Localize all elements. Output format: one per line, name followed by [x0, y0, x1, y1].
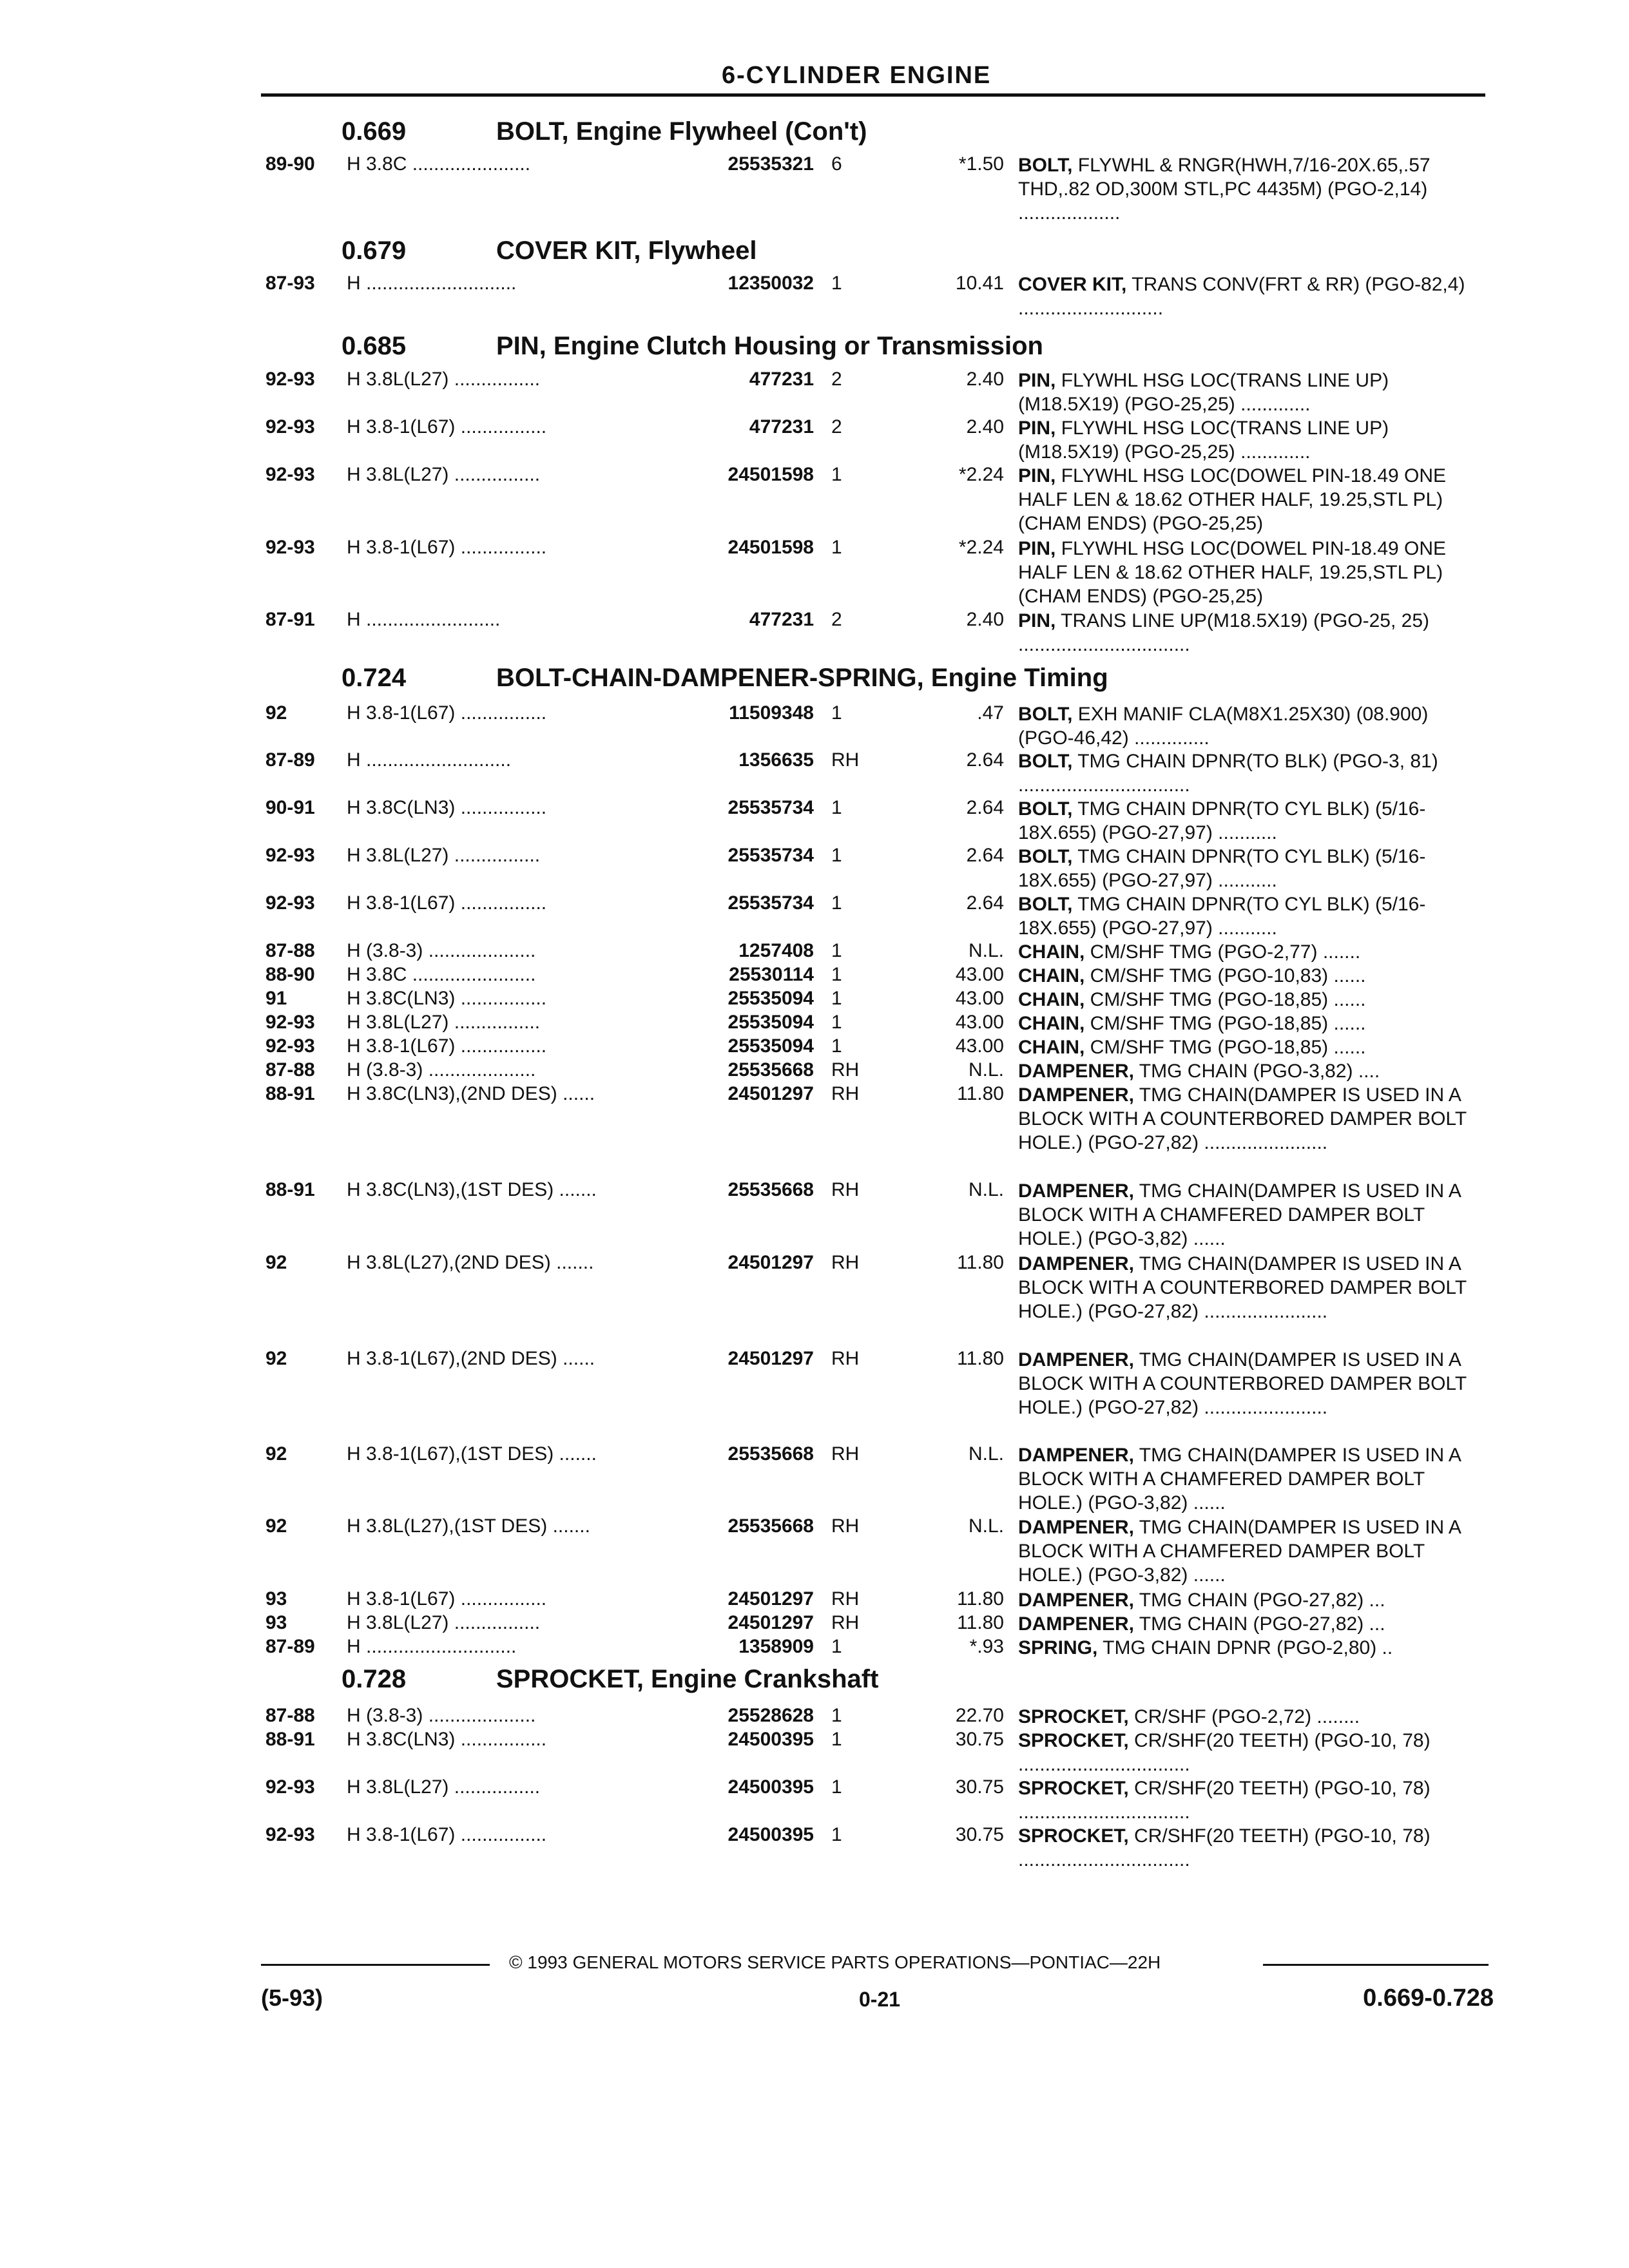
- description-text: CR/SHF(20 TEETH) (PGO-10, 78) ................................: [1018, 1825, 1431, 1870]
- model-years: 87-93: [265, 273, 315, 294]
- price: *2.24: [958, 537, 1004, 558]
- section-code: 0.685: [342, 332, 407, 360]
- description: [1018, 1083, 1482, 1155]
- model-years: 92: [265, 1515, 287, 1537]
- part-number: 25535734: [728, 892, 814, 914]
- description-keyword: SPROCKET,: [1018, 1730, 1129, 1751]
- quantity: RH: [831, 749, 860, 771]
- description-keyword: DAMPENER,: [1018, 1517, 1135, 1538]
- application: H ...........................: [347, 749, 512, 771]
- footer-rule-right: [1263, 1964, 1489, 1966]
- price: 30.75: [955, 1729, 1004, 1750]
- description: [1018, 1612, 1482, 1636]
- price: N.L.: [968, 1515, 1004, 1537]
- price: 30.75: [955, 1824, 1004, 1845]
- description-text: TMG CHAIN(DAMPER IS USED IN A BLOCK WITH A COUNTERBORED DAMPER BOLT HOLE.) (PGO-27,82) .......................: [1018, 1084, 1467, 1153]
- description-text: FLYWHL HSG LOC(TRANS LINE UP) (M18.5X19) (PGO-25,25) .............: [1018, 418, 1389, 463]
- quantity: 1: [831, 1636, 842, 1657]
- part-number: 1356635: [738, 749, 814, 771]
- part-number: 25535668: [728, 1059, 814, 1081]
- part-number: 24501297: [728, 1588, 814, 1610]
- price: 43.00: [955, 964, 1004, 985]
- page-title: 6-CYLINDER ENGINE: [722, 62, 992, 89]
- description-text: CR/SHF (PGO-2,72) ........: [1128, 1706, 1360, 1727]
- description: [1018, 1035, 1482, 1059]
- description: [1018, 1729, 1482, 1776]
- quantity: 1: [831, 1012, 842, 1033]
- application: H 3.8C(LN3) ................: [347, 988, 547, 1009]
- part-number: 12350032: [728, 273, 814, 294]
- model-years: 92-93: [265, 1035, 315, 1057]
- price: 30.75: [955, 1776, 1004, 1798]
- section-code: 0.724: [342, 664, 407, 692]
- description-keyword: PIN,: [1018, 465, 1056, 486]
- footer-range: 0.669-0.728: [1363, 1984, 1494, 2012]
- description: [1018, 153, 1482, 225]
- quantity: 1: [831, 964, 842, 985]
- quantity: 2: [831, 416, 842, 437]
- description-text: FLYWHL & RNGR(HWH,7/16-20X.65,.57 THD,.82 OD,300M STL,PC 4435M) (PGO-2,14) ...................: [1018, 155, 1431, 224]
- part-number: 25535094: [728, 1035, 814, 1057]
- section-code: 0.679: [342, 236, 407, 265]
- description-text: CM/SHF TMG (PGO-10,83) ......: [1084, 965, 1366, 986]
- description-text: CM/SHF TMG (PGO-18,85) ......: [1084, 1013, 1366, 1034]
- price: 11.80: [957, 1083, 1004, 1104]
- price: 43.00: [955, 1012, 1004, 1033]
- application: H 3.8C ......................: [347, 153, 531, 175]
- description-text: TMG CHAIN(DAMPER IS USED IN A BLOCK WITH A CHAMFERED DAMPER BOLT HOLE.) (PGO-3,82) ......: [1018, 1517, 1461, 1586]
- part-number: 25535094: [728, 988, 814, 1009]
- model-years: 92-93: [265, 1776, 315, 1798]
- description-keyword: DAMPENER,: [1018, 1590, 1135, 1611]
- model-years: 92: [265, 1252, 287, 1273]
- application: H 3.8-1(L67) ................: [347, 1588, 547, 1610]
- description-keyword: CHAIN,: [1018, 989, 1085, 1010]
- description-keyword: BOLT,: [1018, 155, 1073, 176]
- part-number: 25535321: [728, 153, 814, 175]
- description-text: TMG CHAIN(DAMPER IS USED IN A BLOCK WITH A CHAMFERED DAMPER BOLT HOLE.) (PGO-3,82) ......: [1018, 1180, 1461, 1249]
- description-text: TMG CHAIN DPNR(TO CYL BLK) (5/16-18X.655) (PGO-27,97) ...........: [1018, 894, 1426, 939]
- description-text: TMG CHAIN DPNR(TO BLK) (PGO-3, 81) ................................: [1018, 751, 1438, 796]
- description: [1018, 749, 1482, 797]
- application: H 3.8L(L27) ................: [347, 369, 541, 390]
- model-years: 90-91: [265, 797, 315, 818]
- description: [1018, 416, 1482, 464]
- description-keyword: CHAIN,: [1018, 941, 1085, 963]
- part-number: 24501297: [728, 1612, 814, 1633]
- quantity: 1: [831, 464, 842, 485]
- price: N.L.: [968, 1059, 1004, 1081]
- quantity: RH: [831, 1515, 860, 1537]
- description-keyword: DAMPENER,: [1018, 1253, 1135, 1274]
- description-text: FLYWHL HSG LOC(DOWEL PIN-18.49 ONE HALF LEN & 18.62 OTHER HALF, 19.25,STL PL)(CHAM ENDS) (PGO-25,25): [1018, 465, 1447, 534]
- application: H 3.8-1(L67) ................: [347, 702, 547, 724]
- model-years: 93: [265, 1588, 287, 1610]
- quantity: 1: [831, 988, 842, 1009]
- application: H 3.8L(L27) ................: [347, 1612, 541, 1633]
- description-keyword: DAMPENER,: [1018, 1061, 1135, 1082]
- price: *1.50: [958, 153, 1004, 175]
- price: 10.41: [955, 273, 1004, 294]
- quantity: 1: [831, 1705, 842, 1726]
- model-years: 92: [265, 1443, 287, 1465]
- description-keyword: DAMPENER,: [1018, 1180, 1135, 1202]
- application: H 3.8C(LN3),(1ST DES) .......: [347, 1179, 597, 1200]
- description: [1018, 988, 1482, 1012]
- part-number: 477231: [749, 369, 814, 390]
- price: 2.64: [966, 892, 1004, 914]
- description: [1018, 273, 1482, 320]
- price: 11.80: [957, 1612, 1004, 1633]
- description-text: TMG CHAIN (PGO-3,82) ....: [1134, 1061, 1380, 1082]
- part-number: 24501598: [728, 537, 814, 558]
- description-keyword: DAMPENER,: [1018, 1613, 1135, 1635]
- part-number: 25535668: [728, 1515, 814, 1537]
- model-years: 87-89: [265, 749, 315, 771]
- application: H ............................: [347, 1636, 517, 1657]
- application: H 3.8-1(L67),(1ST DES) .......: [347, 1443, 597, 1465]
- description-keyword: CHAIN,: [1018, 965, 1085, 986]
- description: [1018, 1588, 1482, 1612]
- model-years: 92-93: [265, 416, 315, 437]
- model-years: 88-91: [265, 1729, 315, 1750]
- model-years: 91: [265, 988, 287, 1009]
- price: *.93: [969, 1636, 1004, 1657]
- model-years: 92-93: [265, 1012, 315, 1033]
- part-number: 25528628: [728, 1705, 814, 1726]
- application: H 3.8L(L27) ................: [347, 464, 541, 485]
- price: 2.40: [966, 416, 1004, 437]
- description: [1018, 1705, 1482, 1729]
- quantity: 1: [831, 845, 842, 866]
- model-years: 88-90: [265, 964, 315, 985]
- description-text: TMG CHAIN(DAMPER IS USED IN A BLOCK WITH A COUNTERBORED DAMPER BOLT HOLE.) (PGO-27,82) .......................: [1018, 1253, 1467, 1322]
- model-years: 87-88: [265, 1059, 315, 1081]
- quantity: 2: [831, 369, 842, 390]
- quantity: 1: [831, 1776, 842, 1798]
- price: N.L.: [968, 1179, 1004, 1200]
- description-keyword: BOLT,: [1018, 894, 1073, 915]
- part-number: 477231: [749, 416, 814, 437]
- model-years: 92-93: [265, 845, 315, 866]
- model-years: 89-90: [265, 153, 315, 175]
- footer-rule-left: [261, 1964, 490, 1966]
- description: [1018, 845, 1482, 892]
- price: 43.00: [955, 1035, 1004, 1057]
- description-keyword: PIN,: [1018, 538, 1056, 559]
- quantity: 1: [831, 1824, 842, 1845]
- quantity: 1: [831, 892, 842, 914]
- description-keyword: BOLT,: [1018, 846, 1073, 867]
- part-number: 1358909: [738, 1636, 814, 1657]
- quantity: 2: [831, 609, 842, 630]
- description: [1018, 369, 1482, 416]
- description: [1018, 702, 1482, 750]
- description-keyword: PIN,: [1018, 418, 1056, 439]
- description-text: TRANS CONV(FRT & RR) (PGO-82,4) ...........................: [1018, 274, 1465, 319]
- description-keyword: SPRING,: [1018, 1637, 1098, 1658]
- quantity: RH: [831, 1083, 860, 1104]
- application: H 3.8L(L27),(1ST DES) .......: [347, 1515, 590, 1537]
- quantity: RH: [831, 1179, 860, 1200]
- description-text: CM/SHF TMG (PGO-18,85) ......: [1084, 1037, 1366, 1058]
- description-text: CR/SHF(20 TEETH) (PGO-10, 78) ................................: [1018, 1778, 1431, 1823]
- application: H 3.8C(LN3) ................: [347, 797, 547, 818]
- footer-date: (5-93): [261, 1984, 323, 2011]
- application: H 3.8L(L27) ................: [347, 845, 541, 866]
- part-number: 1257408: [738, 940, 814, 961]
- model-years: 92-93: [265, 464, 315, 485]
- description-keyword: DAMPENER,: [1018, 1084, 1135, 1106]
- description-keyword: DAMPENER,: [1018, 1349, 1135, 1370]
- description-keyword: SPROCKET,: [1018, 1825, 1129, 1847]
- model-years: 92: [265, 1348, 287, 1369]
- application: H 3.8C .......................: [347, 964, 536, 985]
- model-years: 87-88: [265, 940, 315, 961]
- quantity: 1: [831, 537, 842, 558]
- part-number: 477231: [749, 609, 814, 630]
- description-keyword: DAMPENER,: [1018, 1445, 1135, 1466]
- part-number: 24501297: [728, 1252, 814, 1273]
- model-years: 92-93: [265, 892, 315, 914]
- quantity: 1: [831, 273, 842, 294]
- part-number: 24501297: [728, 1083, 814, 1104]
- part-number: 24500395: [728, 1729, 814, 1750]
- description-keyword: SPROCKET,: [1018, 1706, 1129, 1727]
- price: 11.80: [957, 1252, 1004, 1273]
- description-keyword: PIN,: [1018, 610, 1056, 631]
- price: 22.70: [955, 1705, 1004, 1726]
- quantity: RH: [831, 1443, 860, 1465]
- application: H (3.8-3) ....................: [347, 940, 536, 961]
- model-years: 92-93: [265, 537, 315, 558]
- description-keyword: SPROCKET,: [1018, 1778, 1129, 1799]
- description-keyword: CHAIN,: [1018, 1037, 1085, 1058]
- section-title: BOLT, Engine Flywheel (Con't): [496, 117, 867, 146]
- quantity: 1: [831, 702, 842, 724]
- part-number: 24500395: [728, 1824, 814, 1845]
- part-number: 24500395: [728, 1776, 814, 1798]
- description-text: TMG CHAIN DPNR(TO CYL BLK) (5/16-18X.655) (PGO-27,97) ...........: [1018, 846, 1426, 891]
- quantity: RH: [831, 1612, 860, 1633]
- description-text: TMG CHAIN (PGO-27,82) ...: [1134, 1613, 1385, 1635]
- description-keyword: COVER KIT,: [1018, 274, 1127, 295]
- description-text: FLYWHL HSG LOC(TRANS LINE UP) (M18.5X19) (PGO-25,25) .............: [1018, 370, 1389, 415]
- price: N.L.: [968, 940, 1004, 961]
- model-years: 88-91: [265, 1179, 315, 1200]
- description-keyword: BOLT,: [1018, 798, 1073, 820]
- description-text: TMG CHAIN(DAMPER IS USED IN A BLOCK WITH A CHAMFERED DAMPER BOLT HOLE.) (PGO-3,82) ......: [1018, 1445, 1461, 1514]
- description: [1018, 1252, 1482, 1323]
- description: [1018, 464, 1482, 535]
- part-number: 25535668: [728, 1443, 814, 1465]
- description-text: CM/SHF TMG (PGO-18,85) ......: [1084, 989, 1366, 1010]
- price: 2.64: [966, 749, 1004, 771]
- quantity: RH: [831, 1348, 860, 1369]
- description: [1018, 1012, 1482, 1035]
- application: H .........................: [347, 609, 501, 630]
- quantity: RH: [831, 1252, 860, 1273]
- description-text: EXH MANIF CLA(M8X1.25X30) (08.900) (PGO-46,42) ..............: [1018, 704, 1429, 749]
- model-years: 87-89: [265, 1636, 315, 1657]
- price: .47: [977, 702, 1004, 724]
- model-years: 93: [265, 1612, 287, 1633]
- description: [1018, 1059, 1482, 1083]
- quantity: 1: [831, 1035, 842, 1057]
- section-code: 0.728: [342, 1665, 407, 1693]
- description: [1018, 1515, 1482, 1587]
- quantity: RH: [831, 1059, 860, 1081]
- description-text: CR/SHF(20 TEETH) (PGO-10, 78) ................................: [1018, 1730, 1431, 1775]
- application: H 3.8C(LN3),(2ND DES) ......: [347, 1083, 595, 1104]
- description-text: TMG CHAIN (PGO-27,82) ...: [1134, 1590, 1385, 1611]
- part-number: 24501598: [728, 464, 814, 485]
- price: *2.24: [958, 464, 1004, 485]
- description-keyword: PIN,: [1018, 370, 1056, 391]
- description-keyword: BOLT,: [1018, 704, 1073, 725]
- part-number: 11509348: [729, 702, 814, 724]
- section-title: BOLT-CHAIN-DAMPENER-SPRING, Engine Timing: [496, 664, 1108, 692]
- price: 11.80: [957, 1588, 1004, 1610]
- description-text: TMG CHAIN DPNR (PGO-2,80) ..: [1097, 1637, 1393, 1658]
- application: H 3.8L(L27) ................: [347, 1776, 541, 1798]
- model-years: 92-93: [265, 1824, 315, 1845]
- description-text: TRANS LINE UP(M18.5X19) (PGO-25, 25) ................................: [1018, 610, 1429, 655]
- description: [1018, 797, 1482, 845]
- description: [1018, 1824, 1482, 1872]
- part-number: 25530114: [729, 964, 814, 985]
- description: [1018, 1348, 1482, 1419]
- application: H (3.8-3) ....................: [347, 1705, 536, 1726]
- description: [1018, 964, 1482, 988]
- footer-copyright: © 1993 GENERAL MOTORS SERVICE PARTS OPERATIONS—PONTIAC—22H: [509, 1952, 1161, 1972]
- footer-page-number: 0-21: [859, 1988, 901, 2011]
- price: N.L.: [968, 1443, 1004, 1465]
- section-title: PIN, Engine Clutch Housing or Transmission: [496, 332, 1043, 360]
- application: H 3.8-1(L67) ................: [347, 537, 547, 558]
- description: [1018, 1443, 1482, 1515]
- part-number: 25535668: [728, 1179, 814, 1200]
- model-years: 87-91: [265, 609, 315, 630]
- part-number: 24501297: [728, 1348, 814, 1369]
- description: [1018, 609, 1482, 657]
- part-number: 25535094: [728, 1012, 814, 1033]
- quantity: RH: [831, 1588, 860, 1610]
- description: [1018, 1776, 1482, 1824]
- part-number: 25535734: [728, 845, 814, 866]
- section-title: SPROCKET, Engine Crankshaft: [496, 1665, 879, 1693]
- application: H 3.8-1(L67) ................: [347, 1824, 547, 1845]
- price: 43.00: [955, 988, 1004, 1009]
- quantity: 1: [831, 797, 842, 818]
- application: H 3.8C(LN3) ................: [347, 1729, 547, 1750]
- description-text: CM/SHF TMG (PGO-2,77) .......: [1084, 941, 1361, 963]
- application: H 3.8-1(L67),(2ND DES) ......: [347, 1348, 595, 1369]
- part-number: 25535734: [728, 797, 814, 818]
- quantity: 1: [831, 1729, 842, 1750]
- section-code: 0.669: [342, 117, 407, 146]
- description: [1018, 892, 1482, 940]
- description: [1018, 1179, 1482, 1251]
- model-years: 87-88: [265, 1705, 315, 1726]
- section-title: COVER KIT, Flywheel: [496, 236, 757, 265]
- application: H (3.8-3) ....................: [347, 1059, 536, 1081]
- price: 11.80: [957, 1348, 1004, 1369]
- model-years: 92-93: [265, 369, 315, 390]
- price: 2.64: [966, 797, 1004, 818]
- application: H 3.8L(L27) ................: [347, 1012, 541, 1033]
- application: H 3.8-1(L67) ................: [347, 892, 547, 914]
- application: H ............................: [347, 273, 517, 294]
- model-years: 88-91: [265, 1083, 315, 1104]
- price: 2.64: [966, 845, 1004, 866]
- description-keyword: CHAIN,: [1018, 1013, 1085, 1034]
- application: H 3.8L(L27),(2ND DES) .......: [347, 1252, 594, 1273]
- application: H 3.8-1(L67) ................: [347, 416, 547, 437]
- description: [1018, 1636, 1482, 1660]
- application: H 3.8-1(L67) ................: [347, 1035, 547, 1057]
- quantity: 6: [831, 153, 842, 175]
- description-text: TMG CHAIN(DAMPER IS USED IN A BLOCK WITH A COUNTERBORED DAMPER BOLT HOLE.) (PGO-27,82) .......................: [1018, 1349, 1467, 1418]
- quantity: 1: [831, 940, 842, 961]
- description: [1018, 940, 1482, 964]
- price: 2.40: [966, 369, 1004, 390]
- price: 2.40: [966, 609, 1004, 630]
- description-text: FLYWHL HSG LOC(DOWEL PIN-18.49 ONE HALF LEN & 18.62 OTHER HALF, 19.25,STL PL)(CHAM ENDS) (PGO-25,25): [1018, 538, 1447, 607]
- description: [1018, 537, 1482, 608]
- model-years: 92: [265, 702, 287, 724]
- description-text: TMG CHAIN DPNR(TO CYL BLK) (5/16-18X.655) (PGO-27,97) ...........: [1018, 798, 1426, 843]
- description-keyword: BOLT,: [1018, 751, 1073, 772]
